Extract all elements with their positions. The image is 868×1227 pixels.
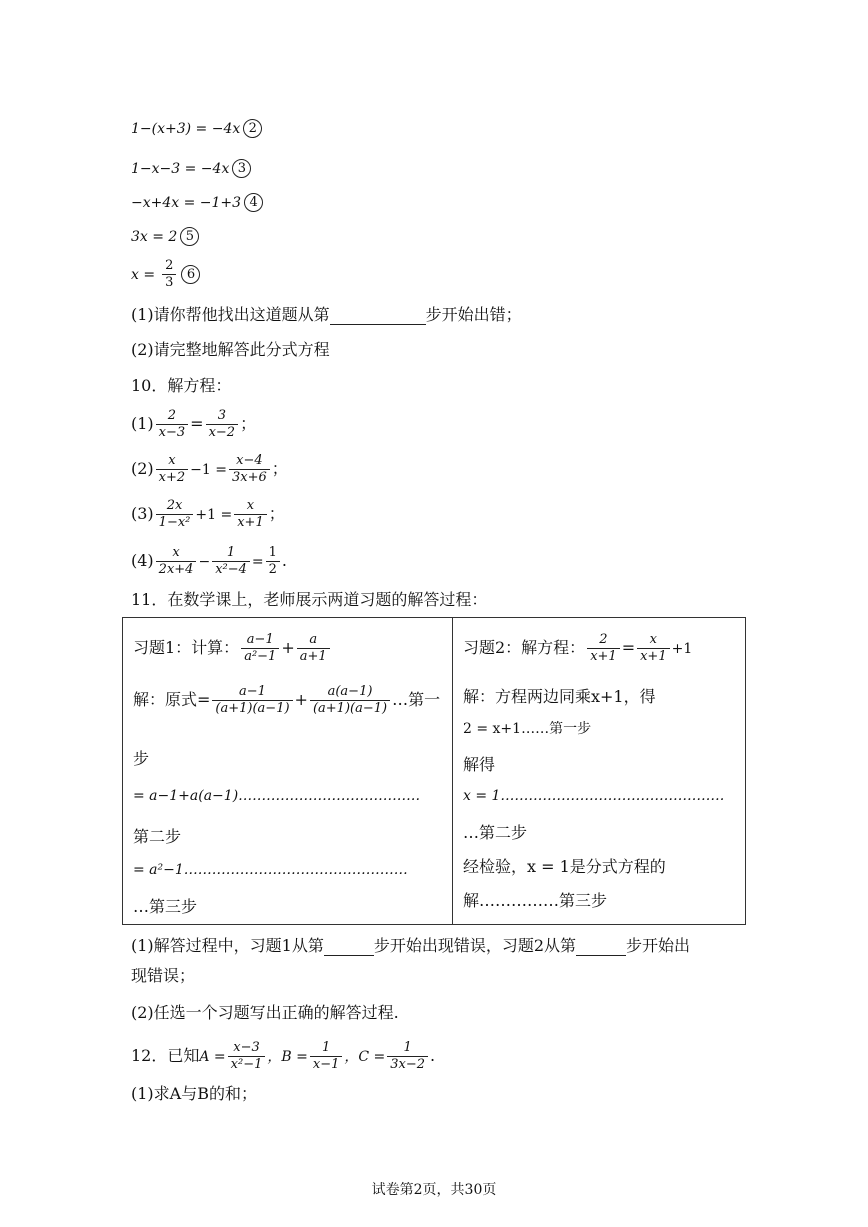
problem-2-cell <box>453 618 746 925</box>
step-line-3 <box>131 158 251 179</box>
q10-item-2: (2) $\frac{x}{x+2}$ −1 = $\frac{x-4}{3x+6}$ ； <box>131 453 288 485</box>
step-line-6 <box>131 258 200 291</box>
answer-blank <box>576 937 626 956</box>
problem-2-heading: 习题2：解方程： $\frac{2}{x+1}$ = $\frac{x}{x+1}$ +1 <box>463 632 693 664</box>
q11-part1-cont: 现错误； <box>131 966 196 985</box>
step-line-5 <box>131 226 199 247</box>
q10-title: 10．解方程： <box>131 376 232 395</box>
q12-part1: (1)求A与B的和； <box>131 1084 257 1103</box>
q11-title: 11．在数学课上，老师展示两道习题的解答过程： <box>131 590 488 609</box>
problem-1-solution-line1: 解：原式= $\frac{a-1}{(a+1)(a-1)}$ + $\frac{a(a-1)}{(a+1)(a-1)}$ …第一 <box>133 684 441 716</box>
q9-part1-tail: 步开始出错； <box>425 305 522 324</box>
step-expression: 3x = 2 <box>131 229 178 245</box>
problem-2-line2: 2 = x+1……第一步 <box>463 721 592 737</box>
problem-1-cell <box>123 618 453 925</box>
step-line-4 <box>131 192 263 213</box>
fraction: $\frac{2}{3}$ <box>162 258 176 291</box>
q11-part1: (1)解答过程中，习题1从第 步开始出现错误，习题2从第 步开始出 <box>131 936 691 955</box>
step-expression: −x+4x = −1+3 <box>131 195 242 211</box>
circled-number: 5 <box>180 227 199 246</box>
q12-given: 12．已知A = $\frac{x-3}{\text{x²−1}}$ ，B = $\frac{1}{x-1}$ ，C = $\frac{1}{3x-2}$ . <box>131 1040 436 1072</box>
step-line-2 <box>131 118 262 139</box>
step-expression: 1−(x+3) = −4x <box>131 121 241 137</box>
answer-blank <box>330 306 426 325</box>
problem-2-line5: …第二步 <box>463 823 528 842</box>
problem-1-line3: = a²−1………………………………………… <box>133 862 408 878</box>
circled-number: 3 <box>232 159 251 178</box>
problem-2-line3: 解得 <box>463 755 496 774</box>
problem-2-line6: 经检验，x = 1是分式方程的 <box>463 857 666 876</box>
q10-item-1: (1) $\frac{2}{x-3}$ = $\frac{3}{x-2}$ ； <box>131 408 257 440</box>
problem-1-step2-label: 第二步 <box>133 827 182 846</box>
q9-part1 <box>131 305 522 325</box>
problem-1-line2: = a−1+a(a−1)………………………………… <box>133 788 421 804</box>
problem-1-step3-label: …第三步 <box>133 897 198 916</box>
answer-blank <box>324 937 374 956</box>
problem-1-step-word: 步 <box>133 749 150 768</box>
q9-part2: (2)请完整地解答此分式方程 <box>131 340 330 359</box>
q9-part1-text: (1)请你帮他找出这道题从第 <box>131 305 330 324</box>
circled-number: 6 <box>181 265 200 284</box>
problem-2-line7: 解……………第三步 <box>463 891 608 910</box>
q10-item-3: (3) $\frac{2x}{\text{1−x²}}$ +1 = $\frac{x}{x+1}$ ； <box>131 498 285 530</box>
q10-item-4: (4) $\frac{x}{2x+4}$ − $\frac{1}{\text{x²−4}}$ = $\frac{1}{2}$ . <box>131 545 288 577</box>
problem-2-line1: 解：方程两边同乘x+1，得 <box>463 687 656 706</box>
q11-solutions-table <box>122 617 746 925</box>
step-expression: x = <box>131 267 156 283</box>
problem-1-heading: 习题1：计算： $\frac{a-1}{\text{a²−1}}$ + $\frac{a}{a+1}$ <box>133 632 332 665</box>
step-expression: 1−x−3 = −4x <box>131 161 230 177</box>
circled-number: 2 <box>243 119 262 138</box>
page-footer: 试卷第2页，共30页 <box>371 1182 497 1198</box>
q11-part2: (2)任选一个习题写出正确的解答过程. <box>131 1003 399 1022</box>
circled-number: 4 <box>244 193 263 212</box>
problem-2-line4: x = 1………………………………………… <box>463 788 725 804</box>
